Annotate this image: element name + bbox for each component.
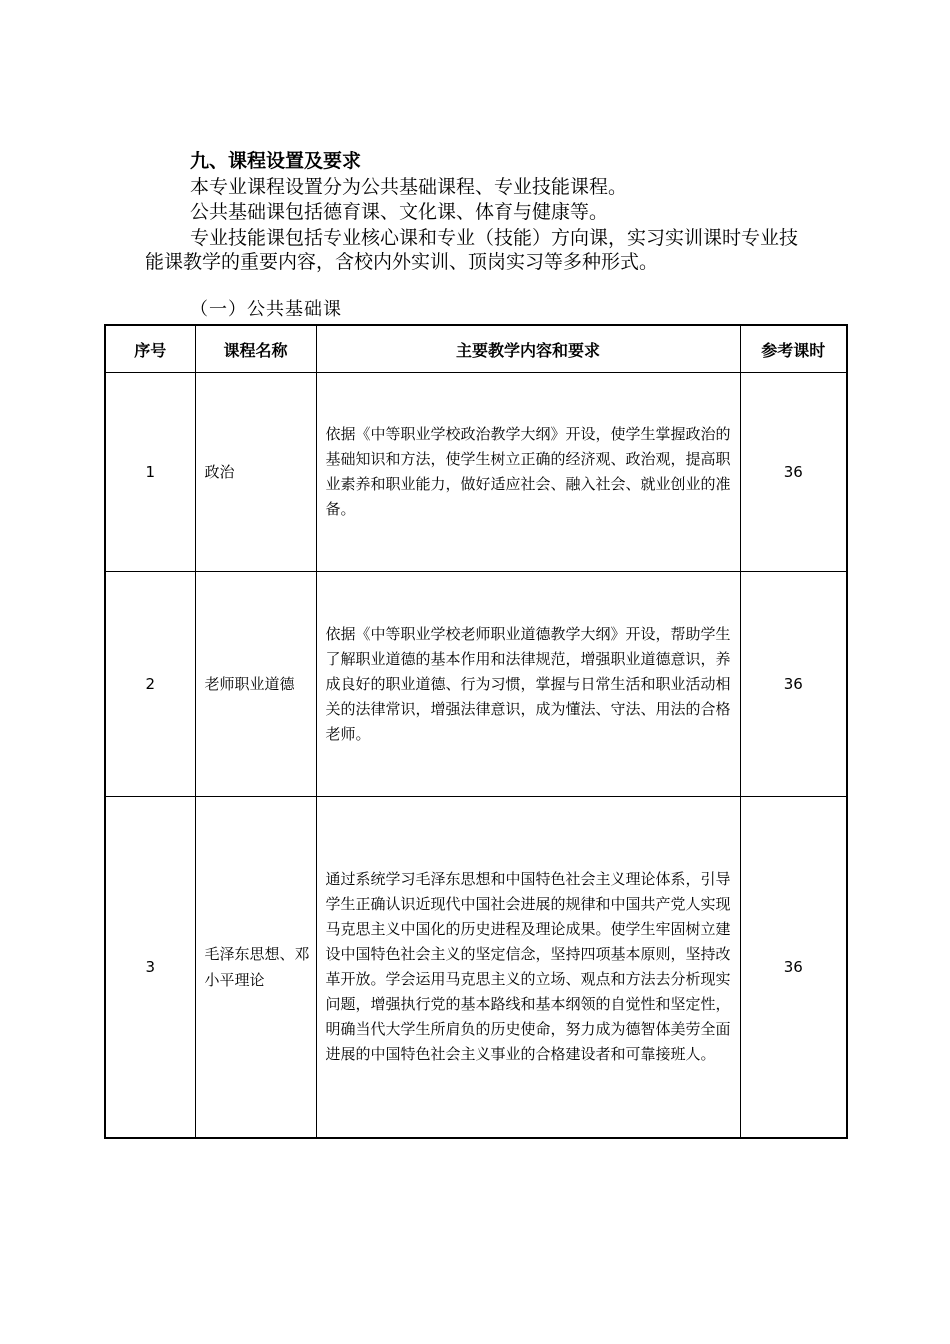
table-row [105,797,847,1139]
table-row [105,572,847,797]
intro-paragraph-2: 公共基础课包括德育课、文化课、体育与健康等。 [190,201,609,223]
row-course-name: 毛泽东思想、邓小平理论 [195,797,316,1139]
header-content: 主要教学内容和要求 [316,325,740,373]
intro-paragraph-1: 本专业课程设置分为公共基础课程、专业技能课程。 [190,176,628,198]
row-num: 2 [105,572,195,797]
row-hours: 36 [740,797,847,1139]
table-row [105,373,847,572]
section-heading: 九、课程设置及要求 [190,150,362,172]
subsection-heading: （一）公共基础课 [190,299,342,320]
row-content: 依据《中等职业学校政治教学大纲》开设，使学生掌握政治的基础知识和方法，使学生树立正确的经济观、政治观，提高职业素养和职业能力，做好适应社会、融入社会、就业创业的准备。 [316,373,740,572]
row-num: 1 [105,373,195,572]
row-course-name: 政治 [195,373,316,572]
row-hours: 36 [740,572,847,797]
header-name: 课程名称 [195,325,316,373]
row-content: 依据《中等职业学校老师职业道德教学大纲》开设，帮助学生了解职业道德的基本作用和法律规范，增强职业道德意识，养成良好的职业道德、行为习惯，掌握与日常生活和职业活动相关的法律常识，增强法律意识，成为懂法、守法、用法的合格老师。 [316,572,740,797]
course-table [104,324,848,1139]
row-course-name: 老师职业道德 [195,572,316,797]
header-hours: 参考课时 [740,325,847,373]
intro-paragraph-3: 专业技能课包括专业核心课和专业（技能）方向课，实习实训课时专业技能课教学的重要内容，含校内外实训、顶岗实习等多种形式。 [145,227,799,273]
header-num: 序号 [105,325,195,373]
table-header-row [105,325,847,373]
row-hours: 36 [740,373,847,572]
row-content: 通过系统学习毛泽东思想和中国特色社会主义理论体系，引导学生正确认识近现代中国社会进展的规律和中国共产党人实现马克思主义中国化的历史进程及理论成果。使学生牢固树立建设中国特色社会主义的坚定信念，坚持四项基本原则，坚持改革开放。学会运用马克思主义的立场、观点和方法去分析现实问题，增强执行党的基本路线和基本纲领的自觉性和坚定性，明确当代大学生所肩负的历史使命，努力成为德智体美劳全面进展的中国特色社会主义事业的合格建设者和可靠接班人。 [316,797,740,1139]
row-num: 3 [105,797,195,1139]
